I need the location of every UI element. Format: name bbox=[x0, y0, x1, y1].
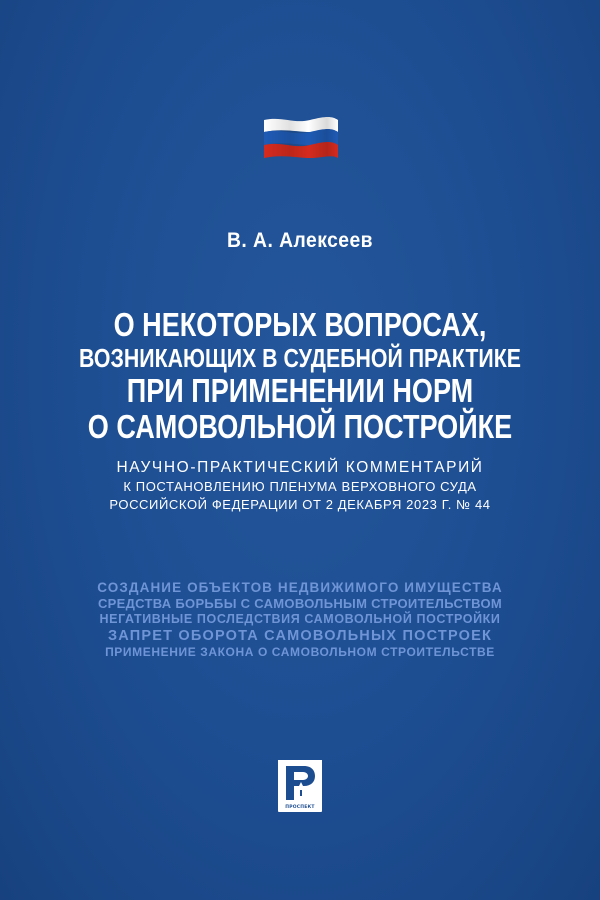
keyword-line: СОЗДАНИЕ ОБЪЕКТОВ НЕДВИЖИМОГО ИМУЩЕСТВА bbox=[97, 580, 503, 595]
keyword-line: ЗАПРЕТ ОБОРОТА САМОВОЛЬНЫХ ПОСТРОЕК bbox=[107, 627, 493, 644]
title-line: О НЕКОТОРЫХ ВОПРОСАХ, bbox=[113, 306, 487, 343]
title-line: ВОЗНИКАЮЩИХ В СУДЕБНОЙ ПРАКТИКЕ bbox=[79, 343, 521, 373]
publisher-name: ПРОСПЕКТ bbox=[285, 805, 315, 810]
book-title bbox=[0, 308, 600, 443]
russian-flag-icon bbox=[262, 112, 340, 164]
keyword-list bbox=[0, 580, 600, 660]
subtitle-line: РОССИЙСКОЙ ФЕДЕРАЦИИ ОТ 2 ДЕКАБРЯ 2023 Г. № 44 bbox=[109, 497, 491, 513]
subtitle-line: К ПОСТАНОВЛЕНИЮ ПЛЕНУМА ВЕРХОВНОГО СУДА bbox=[123, 479, 477, 495]
author-name: В. А. Алексеев bbox=[226, 229, 374, 252]
book-subtitle bbox=[0, 458, 600, 515]
publisher-logo-icon bbox=[278, 760, 322, 812]
keyword-line: НЕГАТИВНЫЕ ПОСЛЕДСТВИЯ САМОВОЛЬНОЙ ПОСТРОЙКИ bbox=[99, 612, 501, 627]
keyword-line: СРЕДСТВА БОРЬБЫ С САМОВОЛЬНЫМ СТРОИТЕЛЬСТВОМ bbox=[97, 596, 503, 612]
subtitle-line: НАУЧНО-ПРАКТИЧЕСКИЙ КОММЕНТАРИЙ bbox=[116, 459, 484, 476]
title-line: ПРИ ПРИМЕНЕНИИ НОРМ bbox=[126, 372, 474, 409]
title-line: О САМОВОЛЬНОЙ ПОСТРОЙКЕ bbox=[87, 408, 513, 445]
keyword-line: ПРИМЕНЕНИЕ ЗАКОНА О САМОВОЛЬНОМ СТРОИТЕЛЬСТВЕ bbox=[105, 645, 495, 660]
